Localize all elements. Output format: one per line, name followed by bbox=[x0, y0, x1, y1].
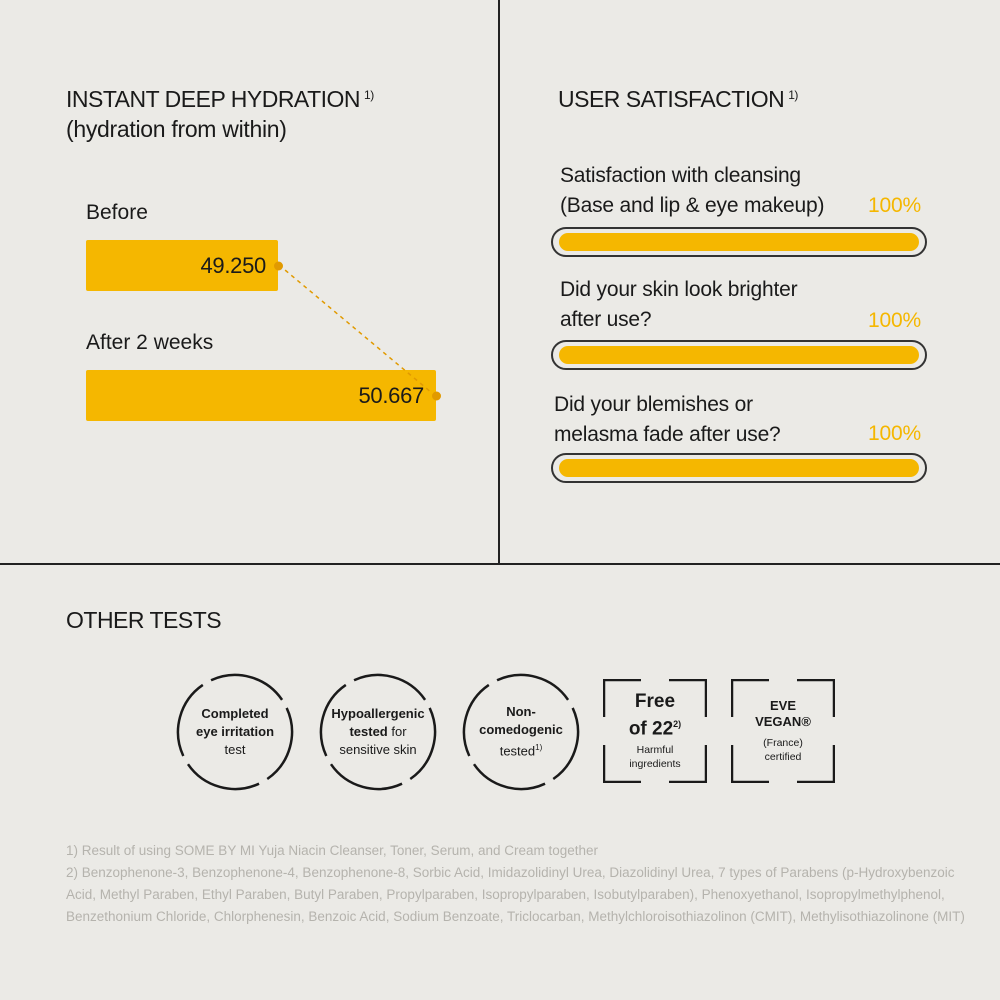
free-line: Free bbox=[634, 691, 676, 713]
satisfaction-bar-2 bbox=[551, 340, 927, 370]
badge-line: Hypoallergenic bbox=[331, 706, 425, 721]
eve-vegan-badge bbox=[731, 679, 835, 783]
hydration-title-footnote: 1) bbox=[364, 88, 374, 102]
satisfaction-bar-fill bbox=[559, 459, 919, 477]
free-footnote: 2) bbox=[673, 719, 682, 730]
badge-bold-text: tested bbox=[349, 724, 388, 739]
badge-line: test bbox=[224, 742, 246, 757]
non-comedogenic-badge bbox=[461, 672, 581, 792]
question-line: (Base and lip & eye makeup) bbox=[560, 194, 825, 217]
before-label: Before bbox=[86, 201, 148, 224]
satisfaction-question-3 bbox=[554, 390, 781, 450]
corner-frame-icon bbox=[603, 679, 707, 783]
satisfaction-title-footnote: 1) bbox=[788, 88, 798, 102]
badge-line: comedogenic bbox=[479, 722, 563, 738]
footnotes bbox=[66, 840, 966, 928]
satisfaction-title-text: USER SATISFACTION bbox=[558, 86, 785, 112]
hydration-title-text: INSTANT DEEP HYDRATION bbox=[66, 86, 361, 112]
hydration-connector-line bbox=[0, 0, 500, 500]
badge-footnote: 1) bbox=[535, 743, 543, 753]
satisfaction-bar-fill bbox=[559, 346, 919, 364]
satisfaction-title bbox=[558, 85, 798, 114]
satisfaction-question-2 bbox=[560, 275, 797, 335]
vegan-line: VEGAN® bbox=[755, 714, 811, 729]
question-line: melasma fade after use? bbox=[554, 423, 781, 446]
satisfaction-percent-2: 100% bbox=[868, 309, 921, 332]
vegan-line: EVE bbox=[769, 698, 796, 713]
corner-frame-icon bbox=[731, 679, 835, 783]
satisfaction-bar-1 bbox=[551, 227, 927, 257]
after-value: 50.667 bbox=[358, 382, 424, 408]
question-line: after use? bbox=[560, 308, 652, 331]
satisfaction-bar-3 bbox=[551, 453, 927, 483]
satisfaction-question-1 bbox=[560, 161, 824, 221]
badge-line: eye irritation bbox=[195, 724, 275, 739]
question-line: Did your skin look brighter bbox=[560, 278, 798, 301]
before-value: 49.250 bbox=[200, 252, 266, 278]
after-label: After 2 weeks bbox=[86, 331, 214, 354]
hydration-subtitle: (hydration from within) bbox=[66, 116, 287, 142]
satisfaction-percent-1: 100% bbox=[868, 194, 921, 217]
other-tests-title: OTHER TESTS bbox=[66, 607, 222, 633]
broken-circle-icon bbox=[175, 672, 295, 792]
badge-text: for bbox=[387, 724, 407, 739]
eye-irritation-badge bbox=[175, 672, 295, 792]
vegan-line: certified bbox=[764, 751, 802, 763]
badge-line: Non- bbox=[506, 704, 536, 720]
badge-line: Completed bbox=[201, 706, 269, 721]
badge-line: sensitive skin bbox=[339, 742, 417, 757]
horizontal-divider bbox=[0, 563, 1000, 565]
footnote-2: 2) Benzophenone-3, Benzophenone-4, Benzophenone-8, Sorbic Acid, Imidazolidinyl Urea, Diazolidinyl Urea, 7 types of Parabens (p-Hydroxybenzoic Acid, Methyl Paraben, Ethyl Paraben, Butyl Paraben, Propylparaben, Isopropylparaben, Isobutylparaben), Phenoxyethanol, Isopropylmethylphenol, Benzethonium Chloride, Chlorphenesin, Benzoic Acid, Sodium Benzoate, Triclocarban, Methylchloroisothiazolinon (CMIT), Methylisothiazolinone (MIT) bbox=[66, 865, 965, 924]
satisfaction-percent-3: 100% bbox=[868, 422, 921, 445]
badge-text: tested bbox=[499, 743, 536, 759]
free-line: ingredients bbox=[629, 757, 681, 770]
free-line: Harmful bbox=[636, 743, 674, 756]
free-of-22-badge bbox=[603, 679, 707, 783]
question-line: Satisfaction with cleansing bbox=[560, 164, 801, 187]
broken-circle-icon bbox=[461, 672, 581, 792]
satisfaction-bar-fill bbox=[559, 233, 919, 251]
hypoallergenic-badge bbox=[318, 672, 438, 792]
vegan-line: (France) bbox=[763, 737, 803, 749]
question-line: Did your blemishes or bbox=[554, 393, 753, 416]
footnote-1: 1) Result of using SOME BY MI Yuja Niacin Cleanser, Toner, Serum, and Cream together bbox=[66, 843, 599, 858]
free-count: of 22 bbox=[628, 718, 674, 740]
broken-circle-icon bbox=[318, 672, 438, 792]
